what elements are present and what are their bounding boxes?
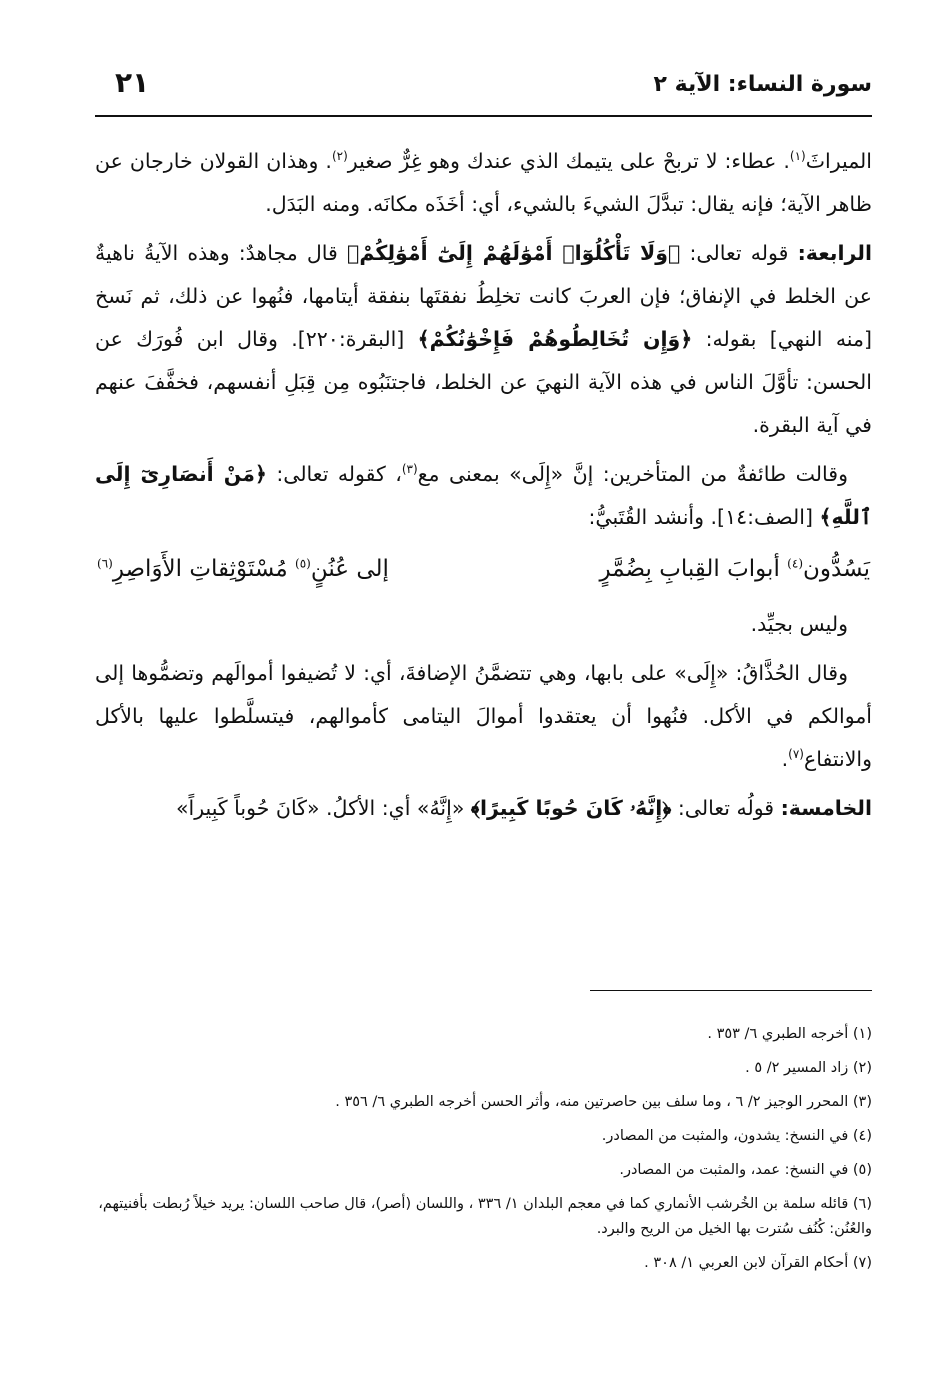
section-lead-fourth: الرابعة: xyxy=(797,241,872,265)
quran-quote: ﴿وَلَا تَأْكُلُوٓا۟ أَمْوَٰلَهُمْ إِلَىٰٓ أَمْوَٰلِكُمْ﴾ xyxy=(347,241,681,265)
text-run: يَسُدُّون xyxy=(803,556,870,582)
paragraph-3 xyxy=(95,453,872,539)
text-run: قوله تعالى: xyxy=(680,241,798,265)
text-run: قولُه تعالى: xyxy=(671,796,781,820)
paragraph-4: وليس بجيِّد. xyxy=(750,612,848,636)
footnote-marker-4: (٤) xyxy=(787,556,803,571)
footnote-1: (١) أخرجه الطبري ٦/ ٣٥٣ . xyxy=(707,1026,872,1042)
text-run: مُسْتَوْثِقاتِ الأَوَاصِرِ xyxy=(112,556,296,582)
section-lead-fifth: الخامسة: xyxy=(780,796,872,820)
verse-second-hemistich xyxy=(97,545,389,593)
header-rule xyxy=(95,115,872,117)
quran-quote: ﴿إِنَّهُۥ كَانَ حُوبًا كَبِيرًا﴾ xyxy=(470,796,672,820)
footnote-marker-3: (٣) xyxy=(401,462,418,477)
main-text xyxy=(95,140,872,836)
footnote-6: (٦) قائله سلمة بن الخُرشب الأنماري كما في معجم البلدان ١/ ٣٣٦ ، واللسان (أصر)، قال صاحب اللسان: يريد خيلاً رُبطت بأفنيتهم، والعُنُن: كُنُف سُترت بها الخيل من الريح والبرد. xyxy=(98,1196,872,1237)
footnote-marker-1: (١) xyxy=(789,149,806,164)
footnote-4: (٤) في النسخ: يشدون، والمثبت من المصادر. xyxy=(601,1128,872,1144)
footnote-marker-5: (٥) xyxy=(295,556,311,571)
verse-first-hemistich xyxy=(600,545,870,593)
footnote-5: (٥) في النسخ: عمد، والمثبت من المصادر. xyxy=(619,1162,872,1178)
footnote-separator xyxy=(590,990,872,991)
text-run: إلى عُنُنٍ xyxy=(310,556,389,582)
quran-quote: ﴿مَنْ أَنصَارِىٓ إِلَى ٱللَّهِ﴾ xyxy=(95,462,872,529)
page-number: ٢١ xyxy=(115,66,150,99)
poetry-verse xyxy=(95,545,872,593)
footnote-2: (٢) زاد المسير ٢/ ٥ . xyxy=(745,1060,872,1076)
paragraph-6 xyxy=(95,787,872,830)
text-run: وقالت طائفةٌ من المتأخرين: إنَّ «إِلَى» بمعنى مع xyxy=(417,462,848,486)
footnote-3: (٣) المحرر الوجيز ٢/ ٦ ، وما سلف بين حاصرتين منه، وأثر الحسن أخرجه الطبري ٦/ ٣٥٦ . xyxy=(335,1094,872,1110)
text-run: . وهذان القولان خارجان عن ظاهر الآية؛ فإنه يقال: تبدَّلَ الشيءَ بالشيء، أي: أخَذَه مكانَه. ومنه البَدَل. xyxy=(95,149,872,216)
footnote-7: (٧) أحكام القرآن لابن العربي ١/ ٣٠٨ . xyxy=(644,1255,872,1271)
text-run: [الصف:١٤]. وأنشد القُتَبيُّ: xyxy=(588,505,820,529)
text-run: الميراثَ xyxy=(805,149,872,173)
text-run: أبوابَ القِبابِ بِضُمَّرٍ xyxy=(599,556,788,582)
running-title: سورة النساء: الآية ٢ xyxy=(653,72,872,97)
text-run: ، كقوله تعالى: xyxy=(266,462,402,486)
paragraph-2 xyxy=(95,232,872,447)
quran-quote: ﴿وَإِن تُخَالِطُوهُمْ فَإِخْوَٰنُكُمْ﴾ xyxy=(417,327,693,351)
footnote-marker-2: (٢) xyxy=(331,149,348,164)
footnote-marker-7: (٧) xyxy=(788,747,804,762)
text-run: قال مجاهدٌ: وهذه الآيةُ ناهيةٌ عن الخلط في الإنفاق؛ فإن العربَ كانت تخلِطُ نفقتَها بنفقة أيتامها، فنُهوا عن ذلك، ثم نَسخ [منه النهي] بقوله: xyxy=(95,241,872,351)
text-run: «إِنَّهُ» أي: الأكلُ. «كَانَ حُوباً كَبِيراً» xyxy=(175,796,471,820)
paragraph-5 xyxy=(95,652,872,781)
text-run: [البقرة:٢٢٠]. وقال ابن فُورَك عن الحسن: تأوَّلَ الناس في هذه الآية النهيَ عن الخلط، فاجتنَبُوه مِن قِبَلِ أنفسهم، فخفَّفَ عنهم في آية البقرة. xyxy=(95,327,872,437)
running-header xyxy=(95,60,872,116)
text-run: . عطاء: لا تربحْ على يتيمك الذي عندك وهو غِرٌّ صغير xyxy=(347,149,790,173)
paragraph-1 xyxy=(95,140,872,226)
text-run: وقال الحُذَّاقُ: «إِلَى» على بابها، وهي تتضمَّنُ الإضافةَ، أي: لا تُضيفوا أموالَهم وتضمُّوها إلى أموالكم في الأكل. فنُهوا أن يعتقدوا أموالَ اليتامى كأموالهم، فيتسلَّطوا عليها بالأكل والانتفاع xyxy=(95,661,872,771)
footnote-marker-6: (٦) xyxy=(97,556,113,571)
text-run: . xyxy=(781,747,789,771)
footnotes xyxy=(95,1022,872,1285)
